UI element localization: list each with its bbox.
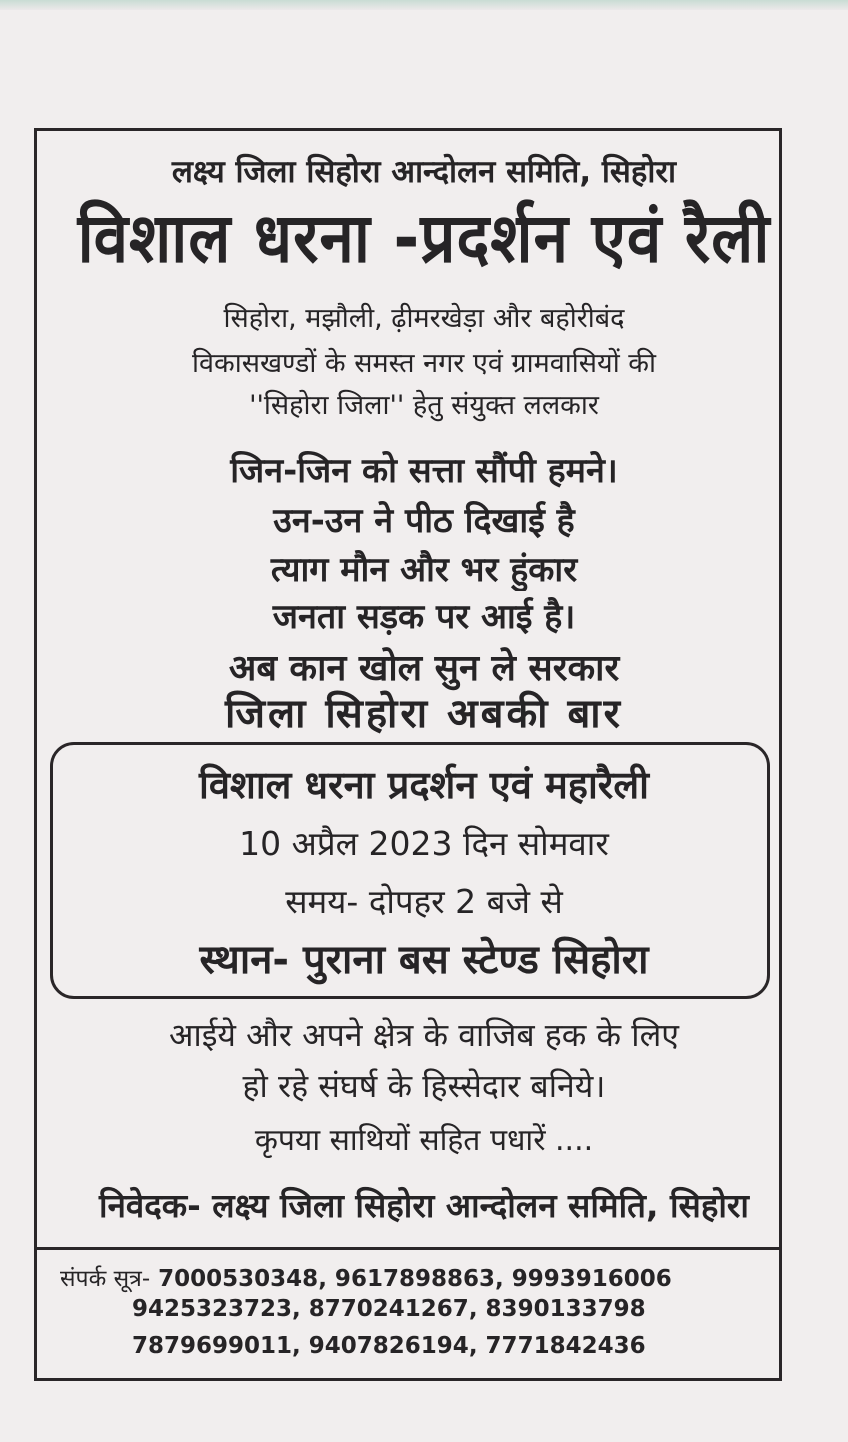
contact-numbers: 9425323723, 8770241267, 8390133798 [132,1296,646,1322]
event-venue: स्थान- पुराना बस स्टेण्ड सिहोरा [199,937,649,983]
poem-line: अब कान खोल सुन ले सरकार [228,648,620,689]
poem-line: उन-उन ने पीठ दिखाई है [273,501,575,541]
call-to-action-line: आईये और अपने क्षेत्र के वाजिब हक के लिए [169,1016,679,1054]
call-to-action-line: कृपया साथियों सहित पधारें .... [254,1123,594,1158]
event-time: समय- दोपहर 2 बजे से [285,882,563,921]
contact-label: संपर्क सूत्र- [60,1266,151,1292]
contact-numbers: 7000530348, 9617898863, 9993916006 [158,1266,672,1292]
slogan: जिला सिहोरा अबकी बार [224,691,624,737]
poem-line: त्याग मौन और भर हुंकार [270,550,578,590]
subheading-line: विकासखण्डों के समस्त नगर एवं ग्रामवासियों की [191,348,657,379]
subheading-line: सिहोरा, मझौली, ढ़ीमरखेड़ा और बहोरीबंद [223,303,625,334]
contact-line [60,1261,800,1293]
signature: निवेदक- लक्ष्य जिला सिहोरा आन्दोलन समिति, सिहोरा [99,1186,749,1225]
subheading-line: ''सिहोरा जिला'' हेतु संयुक्त ललकार [249,390,599,421]
organization-header: लक्ष्य जिला सिहोरा आन्दोलन समिति, सिहोरा [171,154,677,190]
event-title: विशाल धरना प्रदर्शन एवं महारैली [199,763,649,807]
poem-line: जनता सड़क पर आई है। [272,597,576,637]
call-to-action-line: हो रहे संघर्ष के हिस्सेदार बनिये। [242,1067,606,1105]
main-headline: विशाल धरना -प्रदर्शन एवं रैली [77,197,771,278]
event-date: 10 अप्रैल 2023 दिन सोमवार [239,824,609,863]
poem-line: जिन-जिन को सत्ता सौंपी हमने। [230,451,618,491]
section-divider [34,1247,782,1250]
contact-numbers: 7879699011, 9407826194, 7771842436 [132,1333,646,1359]
paper-edge [0,0,848,10]
